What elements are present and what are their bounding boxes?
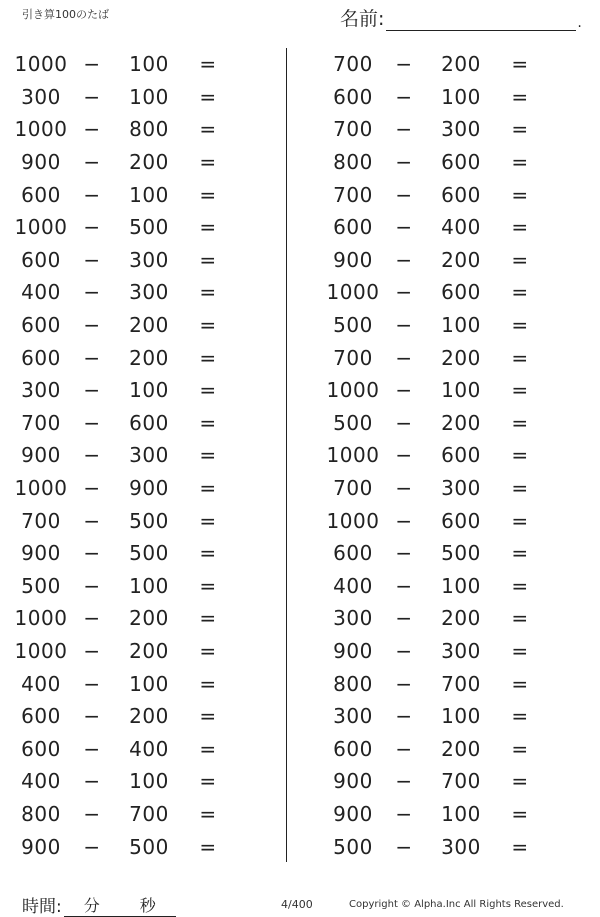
problem-row	[8, 635, 228, 668]
equals-sign: =	[199, 769, 217, 794]
problem-row	[8, 765, 228, 798]
subtrahend: 600	[441, 508, 481, 533]
problem-row	[8, 504, 228, 537]
minuend: 700	[333, 476, 373, 501]
minus-sign: −	[395, 215, 413, 240]
equals-sign: =	[199, 378, 217, 403]
equals-sign: =	[511, 834, 529, 859]
subtrahend: 500	[129, 215, 169, 240]
equals-sign: =	[199, 150, 217, 175]
subtrahend: 100	[441, 704, 481, 729]
minus-sign: −	[83, 84, 101, 109]
minuend: 900	[333, 638, 373, 663]
subtrahend: 300	[129, 280, 169, 305]
problem-row	[8, 244, 228, 277]
minus-sign: −	[83, 704, 101, 729]
minuend: 1000	[326, 378, 380, 403]
minuend: 900	[21, 541, 61, 566]
minuend: 1000	[14, 117, 68, 142]
problem-row	[8, 537, 228, 570]
minus-sign: −	[83, 52, 101, 77]
minus-sign: −	[83, 117, 101, 142]
problem-row	[8, 113, 228, 146]
equals-sign: =	[199, 573, 217, 598]
subtrahend: 200	[129, 150, 169, 175]
problem-row	[320, 374, 540, 407]
problem-row	[8, 570, 228, 603]
minus-sign: −	[83, 345, 101, 370]
equals-sign: =	[199, 801, 217, 826]
subtrahend: 700	[129, 801, 169, 826]
minuend: 1000	[14, 52, 68, 77]
minus-sign: −	[83, 443, 101, 468]
subtrahend: 200	[441, 606, 481, 631]
subtrahend: 500	[129, 508, 169, 533]
minus-sign: −	[83, 801, 101, 826]
problem-row	[320, 830, 540, 863]
subtrahend: 200	[129, 313, 169, 338]
problem-row	[8, 374, 228, 407]
minuend: 600	[21, 345, 61, 370]
minus-sign: −	[395, 801, 413, 826]
minuend: 700	[333, 345, 373, 370]
subtrahend: 300	[441, 476, 481, 501]
subtrahend: 300	[129, 443, 169, 468]
minuend: 300	[333, 704, 373, 729]
equals-sign: =	[511, 280, 529, 305]
problem-row	[320, 81, 540, 114]
minus-sign: −	[395, 508, 413, 533]
equals-sign: =	[199, 84, 217, 109]
minuend: 900	[333, 801, 373, 826]
equals-sign: =	[199, 247, 217, 272]
equals-sign: =	[199, 443, 217, 468]
minuend: 900	[21, 834, 61, 859]
minus-sign: −	[395, 671, 413, 696]
equals-sign: =	[199, 704, 217, 729]
subtrahend: 600	[441, 150, 481, 175]
minuend: 600	[333, 84, 373, 109]
equals-sign: =	[511, 247, 529, 272]
equals-sign: =	[511, 378, 529, 403]
minus-sign: −	[83, 476, 101, 501]
subtrahend: 200	[129, 606, 169, 631]
minuend: 800	[21, 801, 61, 826]
copyright-notice: Copyright © Alpha.Inc All Rights Reserved.	[349, 899, 564, 910]
subtrahend: 200	[129, 704, 169, 729]
problem-row	[320, 439, 540, 472]
problem-row	[320, 635, 540, 668]
seconds-unit: 秒	[139, 896, 156, 915]
equals-sign: =	[199, 671, 217, 696]
minus-sign: −	[83, 508, 101, 533]
subtrahend: 300	[441, 638, 481, 663]
minuend: 900	[333, 769, 373, 794]
equals-sign: =	[511, 736, 529, 761]
minus-sign: −	[83, 247, 101, 272]
minus-sign: −	[83, 573, 101, 598]
minuend: 400	[21, 671, 61, 696]
minus-sign: −	[83, 638, 101, 663]
minus-sign: −	[395, 736, 413, 761]
subtrahend: 100	[441, 313, 481, 338]
equals-sign: =	[511, 573, 529, 598]
minuend: 900	[21, 150, 61, 175]
problem-row	[8, 211, 228, 244]
minus-sign: −	[395, 704, 413, 729]
problem-row	[320, 276, 540, 309]
equals-sign: =	[511, 52, 529, 77]
subtrahend: 300	[441, 117, 481, 142]
minus-sign: −	[395, 410, 413, 435]
equals-sign: =	[199, 182, 217, 207]
problem-row	[8, 830, 228, 863]
subtrahend: 100	[129, 671, 169, 696]
minus-sign: −	[395, 150, 413, 175]
problem-row	[320, 700, 540, 733]
time-field	[22, 892, 176, 917]
equals-sign: =	[511, 443, 529, 468]
subtrahend: 200	[441, 247, 481, 272]
minuend: 600	[21, 313, 61, 338]
subtrahend: 100	[441, 801, 481, 826]
problem-row	[8, 48, 228, 81]
minus-sign: −	[395, 573, 413, 598]
minuend: 700	[21, 508, 61, 533]
equals-sign: =	[199, 476, 217, 501]
subtrahend: 300	[129, 247, 169, 272]
minuend: 600	[21, 182, 61, 207]
problem-row	[8, 309, 228, 342]
problem-row	[320, 765, 540, 798]
subtrahend: 200	[441, 410, 481, 435]
equals-sign: =	[511, 117, 529, 142]
equals-sign: =	[199, 508, 217, 533]
subtrahend: 900	[129, 476, 169, 501]
equals-sign: =	[511, 476, 529, 501]
subtrahend: 700	[441, 769, 481, 794]
minus-sign: −	[395, 638, 413, 663]
minuend: 300	[333, 606, 373, 631]
minuend: 600	[333, 541, 373, 566]
minuend: 1000	[326, 508, 380, 533]
minuend: 700	[333, 52, 373, 77]
subtrahend: 200	[441, 736, 481, 761]
subtrahend: 100	[129, 84, 169, 109]
subtrahend: 100	[129, 573, 169, 598]
subtrahend: 600	[441, 280, 481, 305]
problem-row	[320, 244, 540, 277]
equals-sign: =	[199, 313, 217, 338]
equals-sign: =	[199, 345, 217, 370]
equals-sign: =	[511, 508, 529, 533]
minuend: 1000	[14, 638, 68, 663]
subtrahend: 200	[441, 345, 481, 370]
subtrahend: 200	[129, 638, 169, 663]
problem-row	[320, 211, 540, 244]
subtrahend: 600	[129, 410, 169, 435]
name-label: 名前:	[340, 8, 385, 30]
minuend: 600	[333, 215, 373, 240]
minuend: 500	[333, 834, 373, 859]
name-end-mark: .	[577, 15, 582, 31]
subtrahend: 100	[441, 84, 481, 109]
minuend: 700	[333, 117, 373, 142]
minus-sign: −	[395, 182, 413, 207]
equals-sign: =	[511, 150, 529, 175]
minus-sign: −	[83, 769, 101, 794]
problem-row	[320, 472, 540, 505]
minuend: 1000	[14, 476, 68, 501]
equals-sign: =	[511, 704, 529, 729]
minuend: 500	[333, 410, 373, 435]
subtrahend: 400	[441, 215, 481, 240]
time-label: 時間:	[22, 897, 62, 917]
minuend: 500	[21, 573, 61, 598]
page-number: 4/400	[281, 898, 313, 911]
problem-row	[320, 48, 540, 81]
problem-row	[8, 407, 228, 440]
equals-sign: =	[511, 801, 529, 826]
equals-sign: =	[511, 345, 529, 370]
subtrahend: 100	[441, 378, 481, 403]
subtrahend: 400	[129, 736, 169, 761]
problem-row	[8, 700, 228, 733]
minus-sign: −	[83, 150, 101, 175]
minuend: 900	[21, 443, 61, 468]
subtrahend: 700	[441, 671, 481, 696]
equals-sign: =	[199, 117, 217, 142]
minuend: 1000	[326, 443, 380, 468]
minus-sign: −	[395, 541, 413, 566]
minuend: 600	[21, 704, 61, 729]
minus-sign: −	[83, 541, 101, 566]
minus-sign: −	[83, 736, 101, 761]
subtrahend: 200	[441, 52, 481, 77]
subtrahend: 500	[441, 541, 481, 566]
equals-sign: =	[511, 84, 529, 109]
subtrahend: 100	[129, 769, 169, 794]
problem-row	[320, 504, 540, 537]
name-field	[340, 4, 582, 31]
minuend: 700	[21, 410, 61, 435]
problem-row	[320, 667, 540, 700]
minus-sign: −	[395, 247, 413, 272]
time-blank-line	[64, 893, 176, 917]
minus-sign: −	[83, 410, 101, 435]
subtrahend: 100	[129, 378, 169, 403]
equals-sign: =	[199, 834, 217, 859]
minus-sign: −	[395, 345, 413, 370]
equals-sign: =	[199, 215, 217, 240]
name-blank-line	[386, 8, 576, 31]
subtrahend: 800	[129, 117, 169, 142]
minuend: 1000	[326, 280, 380, 305]
minuend: 300	[21, 84, 61, 109]
minus-sign: −	[395, 476, 413, 501]
subtrahend: 500	[129, 541, 169, 566]
equals-sign: =	[199, 280, 217, 305]
equals-sign: =	[511, 541, 529, 566]
minus-sign: −	[395, 313, 413, 338]
minus-sign: −	[83, 182, 101, 207]
subtrahend: 200	[129, 345, 169, 370]
subtrahend: 100	[129, 52, 169, 77]
minuend: 500	[333, 313, 373, 338]
equals-sign: =	[511, 410, 529, 435]
subtrahend: 300	[441, 834, 481, 859]
minus-sign: −	[83, 313, 101, 338]
problem-row	[8, 439, 228, 472]
minus-sign: −	[395, 606, 413, 631]
minuend: 1000	[14, 215, 68, 240]
minuend: 600	[21, 736, 61, 761]
equals-sign: =	[511, 671, 529, 696]
problem-row	[8, 798, 228, 831]
equals-sign: =	[511, 182, 529, 207]
equals-sign: =	[199, 541, 217, 566]
problem-row	[320, 570, 540, 603]
worksheet-title: 引き算100のたば	[22, 8, 109, 21]
subtrahend: 100	[441, 573, 481, 598]
minus-sign: −	[395, 769, 413, 794]
right-problem-column	[320, 48, 540, 863]
equals-sign: =	[511, 606, 529, 631]
equals-sign: =	[511, 313, 529, 338]
minuend: 800	[333, 150, 373, 175]
problem-row	[8, 276, 228, 309]
problem-row	[320, 113, 540, 146]
minus-sign: −	[83, 606, 101, 631]
problem-row	[8, 732, 228, 765]
minuend: 400	[21, 280, 61, 305]
minuend: 900	[333, 247, 373, 272]
minus-sign: −	[83, 280, 101, 305]
problem-row	[320, 178, 540, 211]
minuend: 400	[333, 573, 373, 598]
column-divider	[286, 48, 287, 862]
problem-row	[320, 537, 540, 570]
problem-row	[8, 602, 228, 635]
subtrahend: 600	[441, 443, 481, 468]
minus-sign: −	[395, 52, 413, 77]
minuend: 800	[333, 671, 373, 696]
minus-sign: −	[83, 671, 101, 696]
problem-row	[8, 146, 228, 179]
problem-row	[8, 341, 228, 374]
minuend: 600	[333, 736, 373, 761]
equals-sign: =	[511, 638, 529, 663]
minus-sign: −	[395, 84, 413, 109]
minus-sign: −	[395, 443, 413, 468]
equals-sign: =	[199, 606, 217, 631]
minus-sign: −	[83, 215, 101, 240]
subtrahend: 100	[129, 182, 169, 207]
problem-row	[320, 732, 540, 765]
minus-sign: −	[395, 834, 413, 859]
problem-row	[320, 602, 540, 635]
problem-row	[320, 146, 540, 179]
subtrahend: 600	[441, 182, 481, 207]
minutes-unit: 分	[83, 896, 100, 915]
minus-sign: −	[83, 834, 101, 859]
minuend: 700	[333, 182, 373, 207]
minuend: 300	[21, 378, 61, 403]
problem-row	[8, 667, 228, 700]
problem-row	[8, 472, 228, 505]
minus-sign: −	[395, 117, 413, 142]
problem-row	[320, 407, 540, 440]
equals-sign: =	[199, 410, 217, 435]
problem-row	[8, 178, 228, 211]
minuend: 600	[21, 247, 61, 272]
equals-sign: =	[511, 769, 529, 794]
problem-row	[320, 309, 540, 342]
equals-sign: =	[199, 736, 217, 761]
minus-sign: −	[395, 280, 413, 305]
equals-sign: =	[511, 215, 529, 240]
problem-row	[8, 81, 228, 114]
problem-row	[320, 341, 540, 374]
minuend: 1000	[14, 606, 68, 631]
left-problem-column	[8, 48, 228, 863]
equals-sign: =	[199, 638, 217, 663]
minus-sign: −	[83, 378, 101, 403]
minus-sign: −	[395, 378, 413, 403]
subtrahend: 500	[129, 834, 169, 859]
minuend: 400	[21, 769, 61, 794]
problem-row	[320, 798, 540, 831]
equals-sign: =	[199, 52, 217, 77]
